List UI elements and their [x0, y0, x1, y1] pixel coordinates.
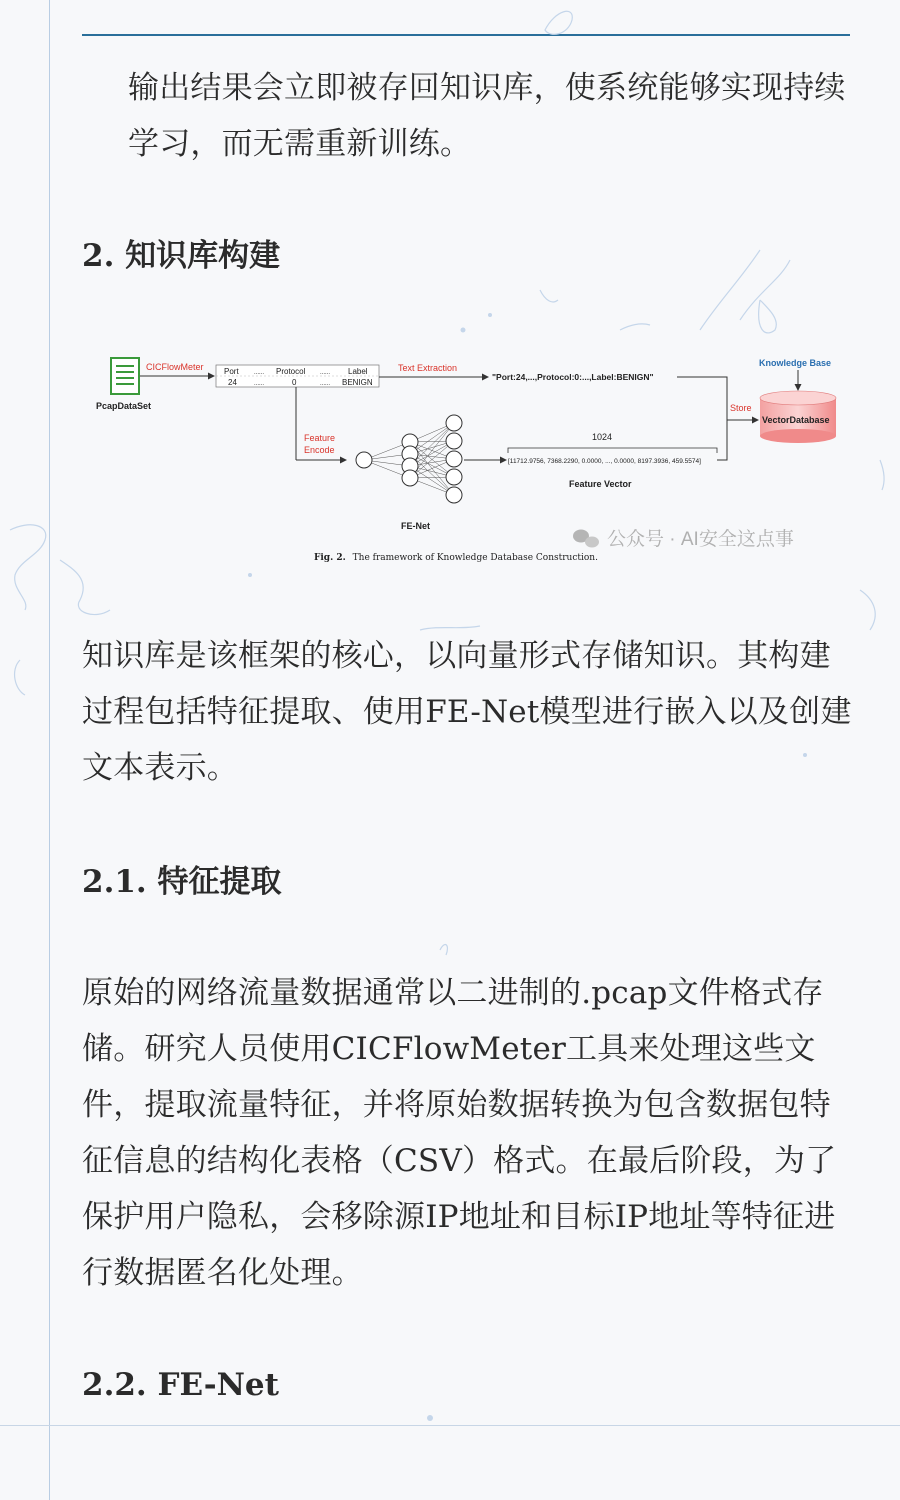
section-heading-fenet: 2.2. FE-Net: [82, 1367, 279, 1403]
intro-paragraph: 输出结果会立即被存回知识库，使系统能够实现持续学习，而无需重新训练。: [128, 70, 846, 162]
table-cell: ......: [254, 381, 265, 387]
vector-values: [11712.9756, 7368.2290, 0.0000, ..., 0.0000, 8197.3936, 459.5574]: [508, 458, 701, 465]
table-cell: BENIGN: [342, 378, 373, 387]
table-cell: 24: [228, 378, 237, 387]
text-extraction-label: Text Extraction: [398, 363, 458, 373]
feature-encode-label: Feature: [304, 433, 336, 443]
spreadsheet-icon: [111, 358, 139, 394]
wechat-icon: [573, 530, 599, 548]
table-cell: ......: [320, 381, 331, 387]
framework-figure: [90, 340, 870, 580]
vector-database-label: VectorDatabase: [762, 415, 830, 425]
section-heading-feature-extraction: 2.1. 特征提取: [82, 864, 282, 900]
table-header: Protocol: [276, 367, 306, 376]
section-heading-knowledge-base: 2. 知识库构建: [82, 238, 281, 274]
table-cell: 0: [292, 378, 297, 387]
feature-extraction-paragraph: 原始的网络流量数据通常以二进制的.pcap文件格式存储。研究人员使用CICFlowMeter工具来处理这些文件，提取流量特征，并将原始数据转换为包含数据包特征信息的结构化表格（CSV）格式。在最后阶段，为了保护用户隐私，会移除源IP地址和目标IP地址等特征进行数据匿名化处理。: [82, 975, 837, 1291]
table-header: ......: [320, 370, 331, 376]
caption-prefix: Fig. 2.: [314, 553, 346, 563]
svg-text:Fig. 2. The framework of K: [314, 553, 598, 563]
feature-table: [216, 365, 379, 387]
vector-dimension: 1024: [592, 432, 613, 442]
feature-encode-label: Encode: [304, 445, 335, 455]
knowledge-base-label: Knowledge Base: [759, 358, 832, 368]
cicflowmeter-label: CICFlowMeter: [146, 362, 204, 372]
bottom-divider: [0, 1425, 900, 1426]
table-header: Label: [348, 367, 368, 376]
top-rule: [82, 34, 850, 36]
fenet-label: FE-Net: [401, 521, 430, 531]
table-header: Port: [224, 367, 239, 376]
pcap-label: PcapDataSet: [96, 401, 152, 411]
knowledge-base-paragraph: 知识库是该框架的核心，以向量形式存储知识。其构建过程包括特征提取、使用FE-Net模型进行嵌入以及创建文本表示。: [82, 638, 852, 786]
watermark: 公众号 · AI安全这点事: [607, 529, 794, 550]
caption-text: The framework of Knowledge Database Construction.: [352, 553, 598, 563]
neural-network-icon: [356, 415, 462, 503]
table-header: ......: [254, 370, 265, 376]
feature-vector-label: Feature Vector: [569, 479, 632, 489]
margin-line: [49, 0, 50, 1500]
text-string: "Port:24,...,Protocol:0:...,Label:BENIGN": [492, 372, 654, 382]
store-label: Store: [730, 403, 752, 413]
